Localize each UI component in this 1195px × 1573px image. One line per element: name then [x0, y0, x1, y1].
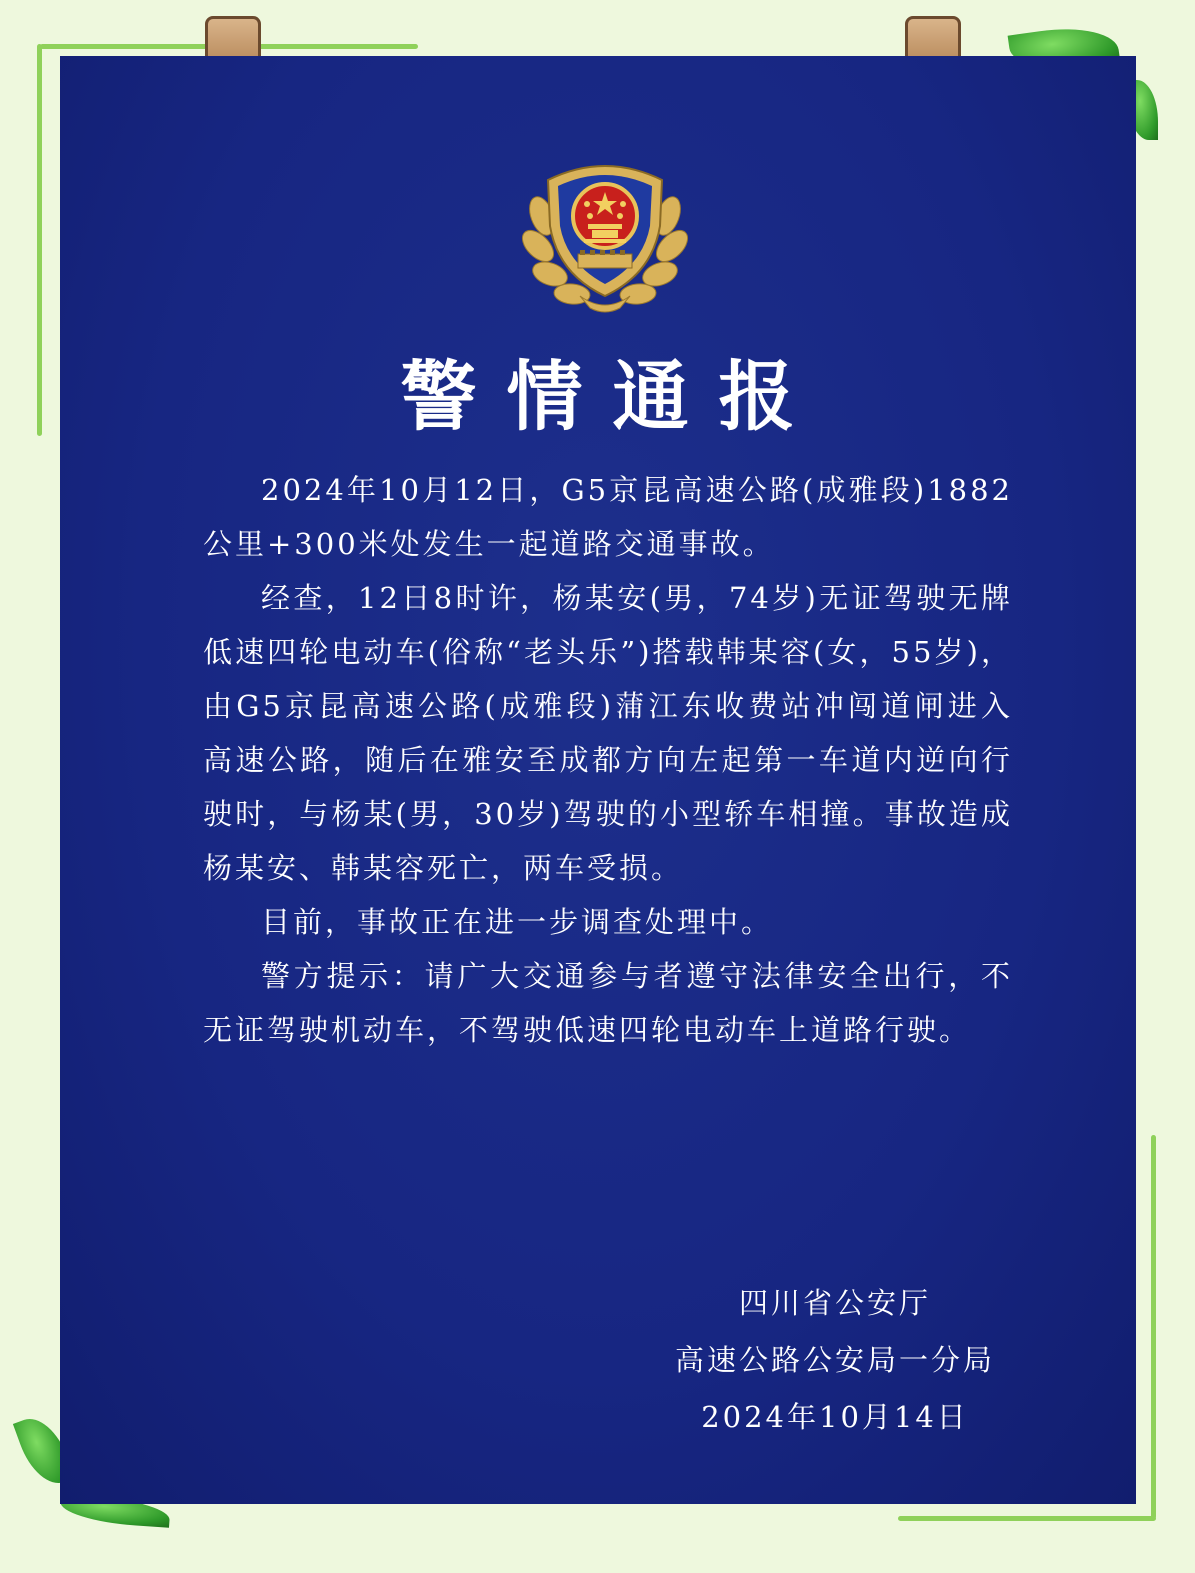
signature-block: [655, 1275, 1015, 1446]
police-emblem-icon: [520, 146, 690, 316]
frame-line-bottom: [898, 1516, 1156, 1521]
paragraph-investigation: 经查，12日8时许，杨某安(男，74岁)无证驾驶无牌低速四轮电动车(俗称“老头乐”)搭载韩某容(女，55岁)，由G5京昆高速公路(成雅段)蒲江东收费站冲闯道闸进入高速公路，随后在雅安至成都方向左起第一车道内逆向行驶时，与杨某(男，30岁)驾驶的小型轿车相撞。事故造成杨某安、韩某容死亡，两车受损。: [203, 581, 1013, 885]
paragraph-warning: 警方提示：请广大交通参与者遵守法律安全出行，不无证驾驶机动车，不驾驶低速四轮电动车上道路行驶。: [203, 959, 1013, 1047]
paragraph-status: 目前，事故正在进一步调查处理中。: [261, 905, 774, 939]
signature-date: 2024年10月14日: [701, 1400, 969, 1434]
signature-department: 四川省公安厅: [738, 1286, 931, 1320]
frame-line-right: [1151, 1135, 1156, 1519]
notice-title: 警情通报: [400, 352, 825, 441]
signature-bureau: 高速公路公安局一分局: [674, 1343, 995, 1377]
paragraph-accident: 2024年10月12日，G5京昆高速公路(成雅段)1882公里+300米处发生一起道路交通事故。: [203, 473, 1013, 561]
notice-body: [203, 463, 1013, 1057]
